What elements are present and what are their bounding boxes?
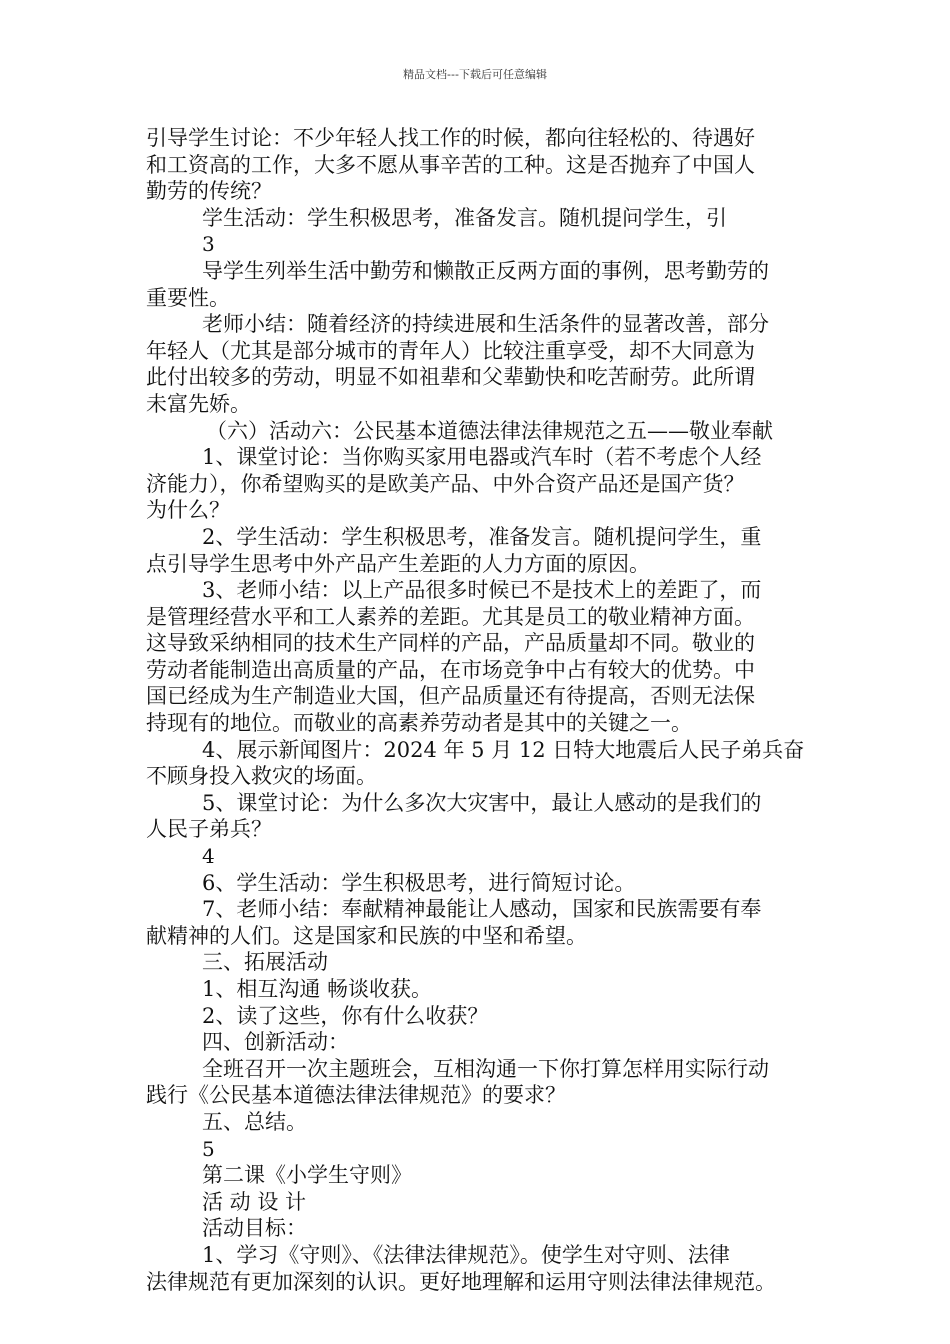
page-header: 精品文档---下载后可任意编辑 <box>403 68 547 81</box>
paragraph-line: 5、课堂讨论：为什么多次大灾害中，最让人感动的是我们的 <box>202 790 762 815</box>
paragraph-line: 践行《公民基本道德法律法律规范》的要求？ <box>146 1083 566 1108</box>
paragraph-line: 老师小结：随着经济的持续进展和生活条件的显著改善，部分 <box>202 312 769 337</box>
paragraph-line: 6、学生活动：学生积极思考，进行简短讨论。 <box>202 870 636 895</box>
paragraph-line: 法律规范有更加深刻的认识。更好地理解和运用守则法律法律规范。 <box>146 1269 776 1294</box>
paragraph-line: 7、老师小结：奉献精神最能让人感动，国家和民族需要有奉 <box>202 897 762 922</box>
paragraph-line: 年轻人（尤其是部分城市的青年人）比较注重享受，却不大同意为 <box>146 338 755 363</box>
paragraph-line: 不顾身投入救灾的场面。 <box>146 764 377 789</box>
paragraph-line: 重要性。 <box>146 285 230 310</box>
paragraph-line: 学生活动：学生积极思考，准备发言。随机提问学生，引 <box>202 205 727 230</box>
paragraph-line: 劳动者能制造出高质量的产品，在市场竞争中占有较大的优势。中 <box>146 657 755 682</box>
paragraph-line: 2、读了这些，你有什么收获？ <box>202 1003 489 1028</box>
page-number: 4 <box>202 844 215 869</box>
section-heading: 活 动 设 计 <box>202 1189 307 1214</box>
paragraph-line: 是管理经营水平和工人素养的差距。尤其是员工的敬业精神方面。 <box>146 604 755 629</box>
paragraph-line: 全班召开一次主题班会，互相沟通一下你打算怎样用实际行动 <box>202 1056 769 1081</box>
page-number: 5 <box>202 1136 215 1161</box>
section-heading: 四、创新活动： <box>202 1030 349 1055</box>
paragraph-line: 济能力），你希望购买的是欧美产品、中外合资产品还是国产货？ <box>146 471 745 496</box>
paragraph-line: 2、学生活动：学生积极思考，准备发言。随机提问学生，重 <box>202 524 762 549</box>
section-heading: 三、拓展活动 <box>202 950 328 975</box>
document-body <box>146 125 826 1295</box>
paragraph-line: 这导致采纳相同的技术生产同样的产品，产品质量却不同。敬业的 <box>146 631 755 656</box>
paragraph-line: 1、学习《守则》、《法律法律规范》。使学生对守则、法律 <box>202 1242 730 1267</box>
paragraph-line: 人民子弟兵？ <box>146 817 272 842</box>
paragraph-line: 点引导学生思考中外产品产生差距的人力方面的原因。 <box>146 551 650 576</box>
section-heading: 活动目标： <box>202 1216 307 1241</box>
paragraph-line: 持现有的地位。而敬业的高素养劳动者是其中的关键之一。 <box>146 711 692 736</box>
paragraph-line: 和工资高的工作，大多不愿从事辛苦的工种。这是否抛弃了中国人 <box>146 152 755 177</box>
paragraph-line: 4、展示新闻图片：2024 年 5 月 12 日特大地震后人民子弟兵奋 <box>202 737 805 762</box>
paragraph-line: 1、课堂讨论：当你购买家用电器或汽车时（若不考虑个人经 <box>202 445 762 470</box>
paragraph-line: 导学生列举生活中勤劳和懒散正反两方面的事例，思考勤劳的 <box>202 258 769 283</box>
paragraph-line: 未富先娇。 <box>146 391 251 416</box>
section-heading: （六）活动六：公民基本道德法律法律规范之五——敬业奉献 <box>206 418 773 443</box>
paragraph-line: 为什么？ <box>146 498 230 523</box>
paragraph-line: 献精神的人们。这是国家和民族的中坚和希望。 <box>146 923 587 948</box>
lesson-title: 第二课《小学生守则》 <box>202 1163 412 1188</box>
paragraph-line: 此付出较多的劳动，明显不如祖辈和父辈勤快和吃苦耐劳。此所谓 <box>146 365 755 390</box>
paragraph-line: 国已经成为生产制造业大国，但产品质量还有待提高，否则无法保 <box>146 684 755 709</box>
paragraph-line: 3、老师小结：以上产品很多时候已不是技术上的差距了，而 <box>202 578 762 603</box>
page-number: 3 <box>202 232 215 257</box>
paragraph-line: 引导学生讨论：不少年轻人找工作的时候，都向往轻松的、待遇好 <box>146 126 755 150</box>
section-heading: 五、总结。 <box>202 1109 307 1134</box>
paragraph-line: 1、相互沟通 畅谈收获。 <box>202 977 433 1001</box>
paragraph-line: 勤劳的传统？ <box>146 179 272 204</box>
